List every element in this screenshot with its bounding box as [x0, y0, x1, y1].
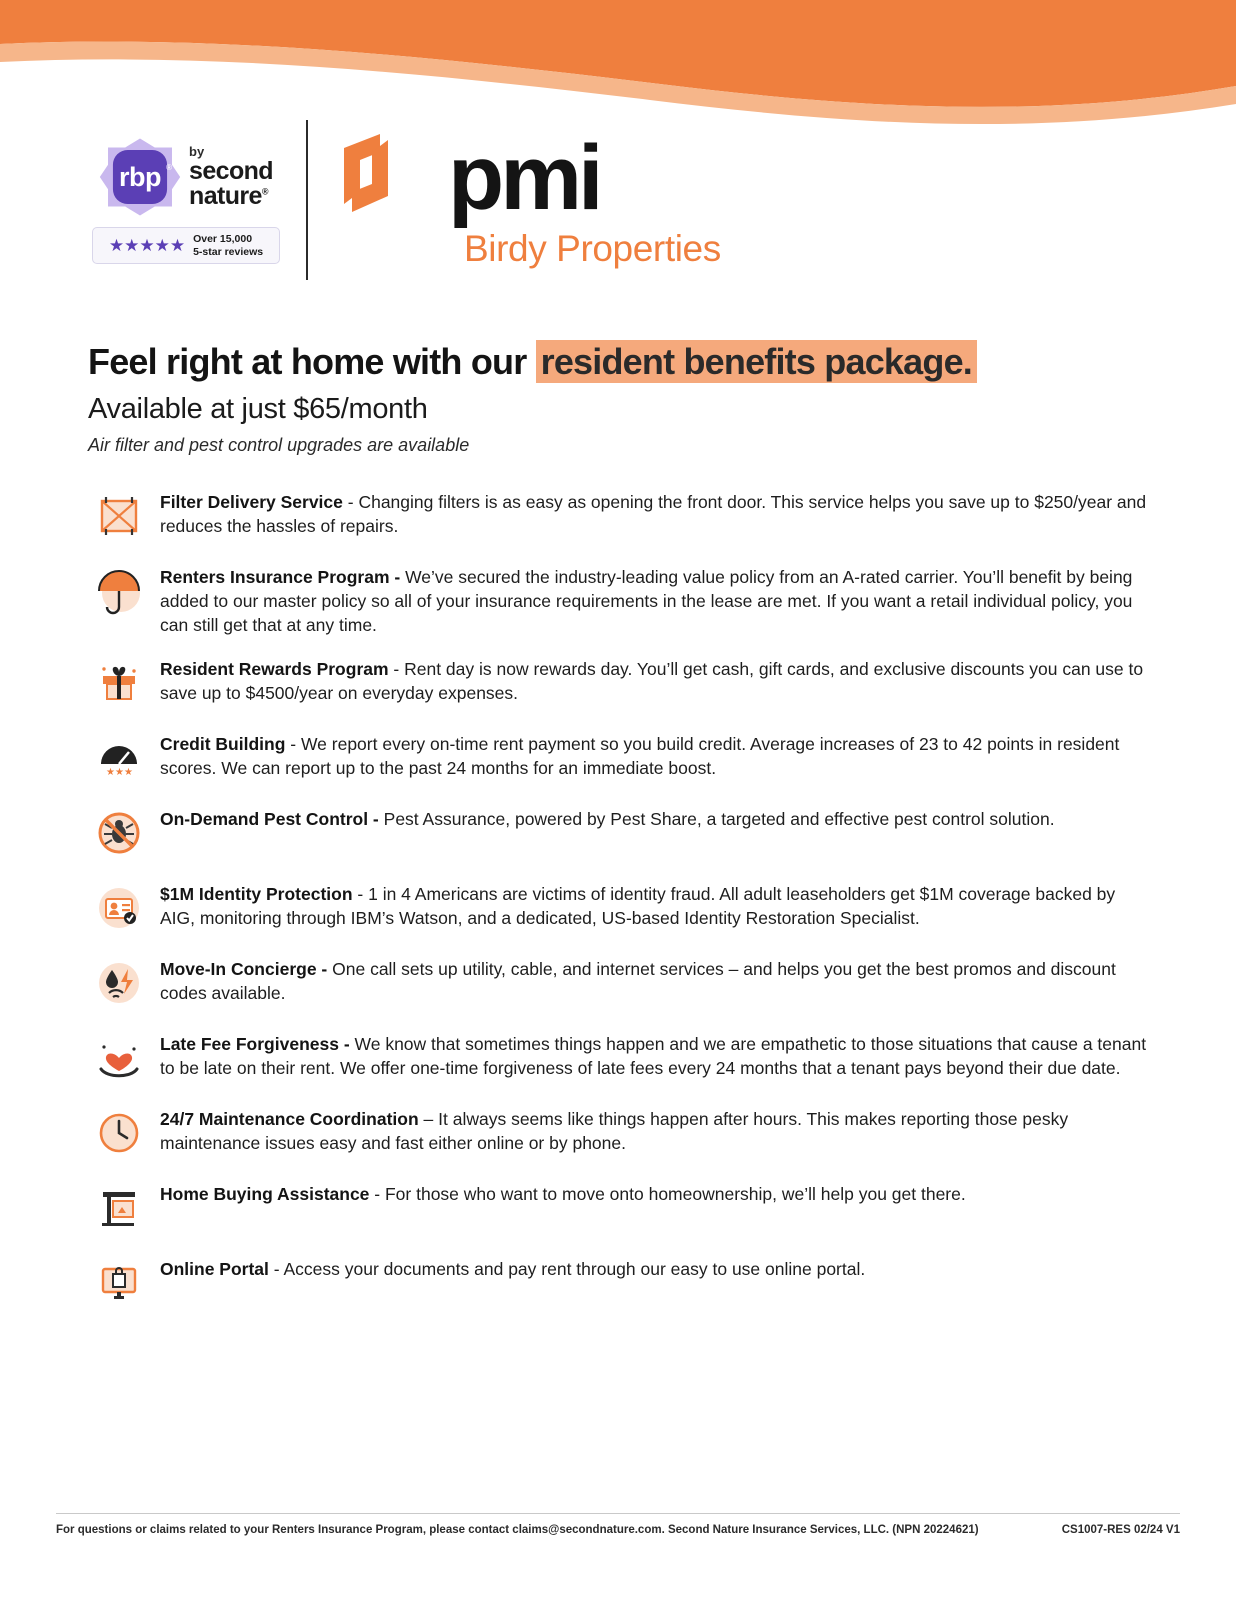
utilities-glyph: [95, 959, 143, 1007]
price-subtitle: Available at just $65/month: [88, 393, 428, 426]
benefit-title: Online Portal: [160, 1259, 269, 1280]
air-filter-glyph: [96, 493, 142, 539]
second-label: second: [189, 156, 273, 185]
identity-glyph: [95, 884, 143, 932]
reviews-subtext: 5-star reviews: [193, 245, 264, 258]
clock-glyph: [96, 1110, 142, 1156]
benefit-separator: -: [342, 492, 359, 512]
benefit-body: We know that sometimes things happen and we are empathetic to those situations that cause a tenant to be late on their rent. We offer one-time forgiveness of late fees every 24 months that a tenant pays beyond their due date.: [160, 1034, 1147, 1079]
benefit-title: 24/7 Maintenance Coordination: [160, 1109, 419, 1130]
benefit-text: [150, 654, 1148, 706]
page-title: [88, 340, 1148, 383]
benefit-text: [150, 1254, 865, 1282]
reviews-count: Over 15,000: [193, 233, 253, 246]
benefit-item: [88, 804, 1148, 862]
benefit-separator: -: [352, 884, 369, 905]
by-label: by: [189, 144, 205, 160]
benefit-separator: –: [418, 1109, 439, 1130]
benefit-separator: -: [268, 1259, 284, 1280]
heart-hand-glyph: [95, 1036, 143, 1080]
online-portal-icon: [88, 1254, 150, 1312]
footer-divider: [56, 1513, 1180, 1514]
benefit-body: Rent day is now rewards day. You’ll get cash, gift cards, and exclusive discounts you can use to save up to $4500/year on everyday expenses.: [160, 659, 1144, 704]
umbrella-insurance-icon: [88, 562, 150, 620]
benefits-list: [88, 487, 1148, 1329]
gift-rewards-icon: [88, 654, 150, 712]
benefit-body: Changing filters is as easy as opening the front door. This service helps you save up to $250/year and reduces the hassles of repairs.: [160, 492, 1147, 536]
benefit-body: Access your documents and pay rent through our easy to use online portal.: [283, 1259, 866, 1280]
benefit-body: One call sets up utility, cable, and internet services – and helps you get the best promos and discount codes available.: [160, 959, 1116, 1004]
pmi-logo-block: [336, 126, 721, 270]
clock-icon: [88, 1104, 150, 1162]
pmi-mark-icon: [336, 130, 434, 226]
page-title-block: [88, 340, 1148, 456]
benefit-text: [150, 562, 1148, 637]
benefit-body: For those who want to move onto homeownership, we’ll help you get there.: [384, 1184, 966, 1205]
svg-text:★: ★: [106, 767, 115, 779]
second-nature-wordmark: [189, 145, 273, 209]
pmi-wordmark: pmi: [448, 126, 600, 229]
benefit-item: [88, 879, 1148, 937]
nature-trademark: ®: [261, 186, 268, 197]
rbp-logo-row: [99, 136, 273, 218]
air-filter-icon: [88, 487, 150, 545]
benefit-item: [88, 1179, 1148, 1237]
benefit-separator: -: [388, 659, 405, 680]
title-accent: resident benefits package.: [536, 340, 977, 383]
benefit-item: [88, 954, 1148, 1012]
header-wave-decoration: [0, 0, 1236, 130]
pmi-subtitle: Birdy Properties: [464, 228, 721, 269]
benefit-item: [88, 1254, 1148, 1312]
benefit-text: [150, 1104, 1148, 1156]
benefit-title: Filter Delivery Service: [160, 492, 343, 512]
title-lead: Feel right at home with our: [88, 341, 536, 382]
benefit-item: [88, 729, 1148, 787]
benefit-text: [150, 804, 1055, 832]
reviews-badge: [92, 227, 280, 263]
svg-text:★: ★: [124, 767, 133, 779]
rbp-wordmark: rbp: [119, 161, 162, 192]
pmi-logo-row: [336, 126, 721, 229]
gift-glyph: [96, 660, 142, 706]
benefit-text: [150, 729, 1148, 781]
wave-shape: [0, 0, 1236, 130]
home-sign-glyph: [96, 1185, 142, 1231]
no-pest-icon: [88, 804, 150, 862]
benefit-title: $1M Identity Protection: [160, 884, 353, 905]
footer: [56, 1524, 1180, 1536]
benefit-body: We’ve secured the industry-leading value policy from an A-rated carrier. You’ll benefit by being added to our master policy so all of your insurance requirements in the lease are met. If you want a retail individual policy, you can still get that at any time.: [160, 567, 1133, 635]
upgrade-note: Air filter and pest control upgrades are available: [88, 435, 470, 456]
brand-header: [88, 120, 721, 280]
header-divider: [306, 120, 308, 280]
benefit-title: Credit Building: [160, 734, 286, 755]
nature-text: nature: [189, 182, 262, 211]
svg-text:★: ★: [115, 767, 124, 779]
rbp-logo-block: [88, 136, 284, 263]
heart-hand-icon: [88, 1029, 150, 1087]
identity-shield-icon: [88, 879, 150, 937]
benefit-title: Late Fee Forgiveness -: [160, 1034, 350, 1055]
nature-label: [189, 184, 273, 210]
benefit-separator: -: [285, 734, 301, 755]
rbp-badge-icon: [99, 136, 181, 218]
benefit-text: [150, 954, 1148, 1006]
gauge-glyph: [96, 736, 142, 780]
umbrella-glyph: [94, 567, 144, 615]
benefit-item: [88, 654, 1148, 712]
benefit-body: It always seems like things happen after hours. This makes reporting those pesky maintenance issues easy and fast either online or by phone.: [160, 1109, 1069, 1154]
benefit-text: [150, 879, 1148, 931]
benefit-separator: -: [369, 1184, 385, 1205]
benefit-item: [88, 1104, 1148, 1162]
benefit-title: Move-In Concierge -: [160, 959, 328, 980]
benefit-text: [150, 1179, 966, 1207]
benefit-body: 1 in 4 Americans are victims of identity fraud. All adult leaseholders get $1M coverage backed by AIG, monitoring through IBM’s Watson, and a dedicated, US-based Identity Restoration Specialist.: [160, 884, 1116, 929]
home-sign-icon: [88, 1179, 150, 1237]
benefit-item: [88, 1029, 1148, 1087]
benefit-text: [150, 487, 1148, 539]
credit-gauge-icon: [88, 729, 150, 787]
benefit-title: Renters Insurance Program -: [160, 567, 401, 587]
portal-glyph: [96, 1260, 142, 1306]
benefit-body: Pest Assurance, powered by Pest Share, a targeted and effective pest control solution.: [383, 809, 1055, 830]
utilities-setup-icon: [88, 954, 150, 1012]
benefit-title: Resident Rewards Program: [160, 659, 389, 680]
benefit-item: [88, 487, 1148, 545]
no-pest-glyph: [95, 809, 143, 857]
footer-doc-code: CS1007-RES 02/24 V1: [1061, 1524, 1180, 1536]
rbp-trademark: ®: [166, 163, 173, 173]
benefit-body: We report every on-time rent payment so you build credit. Average increases of 23 to 42 points in resident scores. We can report up to the past 24 months for an immediate boost.: [160, 734, 1120, 779]
benefit-item: [88, 562, 1148, 637]
star-rating-icon: ★★★★★: [108, 236, 186, 255]
reviews-label: [193, 233, 263, 257]
footer-disclaimer: For questions or claims related to your Renters Insurance Program, please contact claims@secondnature.com. Second Nature Insurance Services, LLC. (NPN 20224621): [56, 1524, 979, 1536]
benefit-text: [150, 1029, 1148, 1081]
benefit-title: On-Demand Pest Control -: [160, 809, 379, 830]
benefit-title: Home Buying Assistance: [160, 1184, 370, 1205]
